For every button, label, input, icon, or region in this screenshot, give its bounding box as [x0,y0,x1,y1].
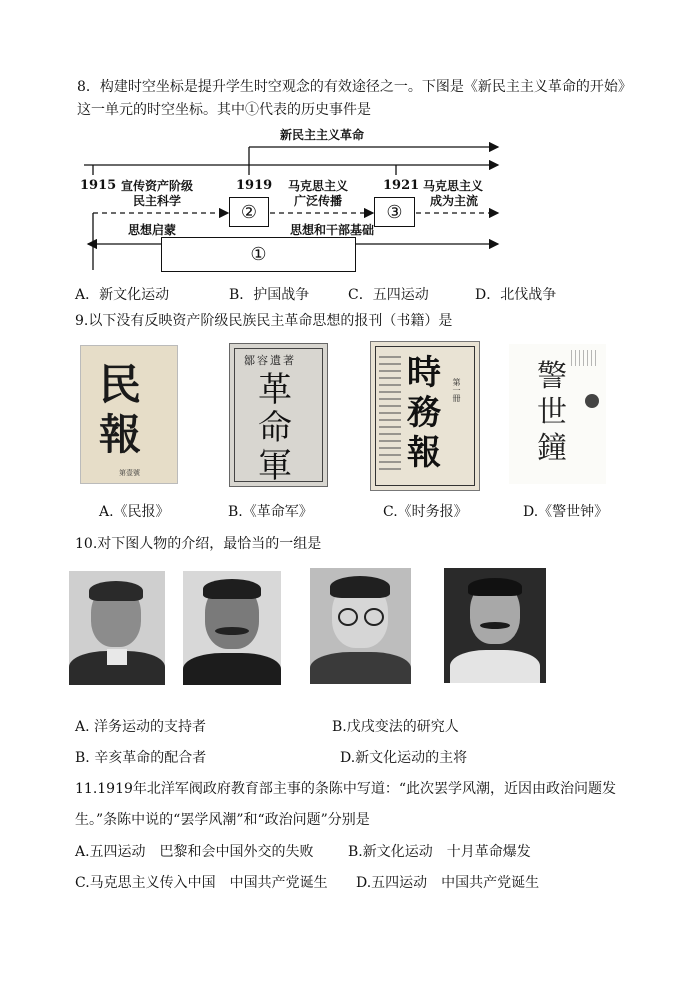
q10-option-a[interactable]: A. 洋务运动的支持者 [75,719,207,735]
jingshizhong-title-char-3: 鐘 [537,431,567,466]
q10-option-d[interactable]: D.新文化运动的主将 [340,750,468,766]
portrait-4-photo [444,568,546,683]
label-ideology-cadre-foundation: 思想和干部基础 [290,223,375,237]
q8-stem-line1: 8．构建时空坐标是提升学生时空观念的有效途径之一。下图是《新民主主义革命的开始》 [77,79,632,95]
q8-option-b[interactable]: B．护国战争 [229,287,310,303]
q9-option-b[interactable]: B.《革命军》 [228,504,313,520]
q10-option-c[interactable]: B. 辛亥革命的配合者 [75,750,207,766]
shiwubao-volume: 第一冊 [452,378,461,402]
q10-stem: 10.对下图人物的介绍，最恰当的一组是 [75,536,322,552]
portrait-2-photo [183,571,281,685]
q11-stem-line2: 生。”条陈中说的“罢学风潮”和“政治问题”分别是 [75,812,370,828]
q11-option-d[interactable]: D.五四运动 中国共产党诞生 [356,875,540,891]
year-1915: 1915 [80,178,117,193]
year-1921: 1921 [383,178,420,193]
seg1-label-line2: 民主科学 [133,194,182,208]
portrait-1-photo [69,571,165,685]
gemingjun-author: 鄒容遺著 [244,354,296,367]
portrait-3-photo [310,568,411,684]
jingshizhong-title-char-1: 警 [537,359,567,394]
seg1-label-line1: 宣传资产阶级 [121,179,194,193]
gemingjun-cover-image [229,343,328,487]
q8-option-c[interactable]: C．五四运动 [348,287,429,303]
q8-option-d[interactable]: D．北伐战争 [475,287,557,303]
q9-option-d[interactable]: D.《警世钟》 [523,504,609,520]
q9-stem: 9.以下没有反映资产阶级民族民主革命思想的报刊（书籍）是 [75,313,453,329]
q9-option-a[interactable]: A.《民报》 [99,504,170,520]
minbao-cover-image [80,345,178,484]
timeline-box-2: ② [229,197,269,227]
jingshizhong-emblem [585,394,599,408]
q8-stem-line2: 这一单元的时空坐标。其中①代表的历史事件是 [77,102,371,118]
timeline-box-1: ① [161,237,356,272]
shiwubao-title-char-1: 時 [407,353,441,393]
shiwubao-cover-image [370,341,480,491]
gemingjun-title-char-1: 革 [258,370,292,410]
gemingjun-title-char-2: 命 [258,408,292,448]
jingshizhong-title-char-2: 世 [537,395,567,430]
q9-option-c[interactable]: C.《时务报》 [383,504,468,520]
seg3-label-line2: 成为主流 [430,194,479,208]
q11-stem-line1: 11.1919年北洋军阀政府教育部主事的条陈中写道：“此次罢学风潮，近因由政治问题发 [75,781,617,797]
label-new-democratic-revolution: 新民主主义革命 [280,128,365,142]
seg2-label-line1: 马克思主义 [288,179,349,193]
timeline-box-3: ③ [374,197,415,227]
q11-option-c[interactable]: C.马克思主义传入中国 中国共产党诞生 [75,875,328,891]
q8-option-a[interactable]: A．新文化运动 [75,287,170,303]
shiwubao-title-char-2: 務 [407,393,441,433]
minbao-issue: 第壹號 [119,469,140,477]
q11-option-a[interactable]: A.五四运动 巴黎和会中国外交的失败 [75,844,314,860]
seg3-label-line1: 马克思主义 [423,179,484,193]
minbao-title-char-1: 民 [99,360,142,409]
q11-option-b[interactable]: B.新文化运动 十月革命爆发 [348,844,531,860]
jingshizhong-cover-image [509,344,606,484]
seg2-label-line2: 广泛传播 [294,194,343,208]
shiwubao-title-char-3: 報 [407,433,441,473]
gemingjun-title-char-3: 軍 [258,446,292,486]
q10-option-b[interactable]: B.戊戌变法的研究人 [332,719,459,735]
year-1919: 1919 [236,178,273,193]
minbao-title-char-2: 報 [99,410,142,459]
label-ideological-enlightenment: 思想启蒙 [128,223,177,237]
